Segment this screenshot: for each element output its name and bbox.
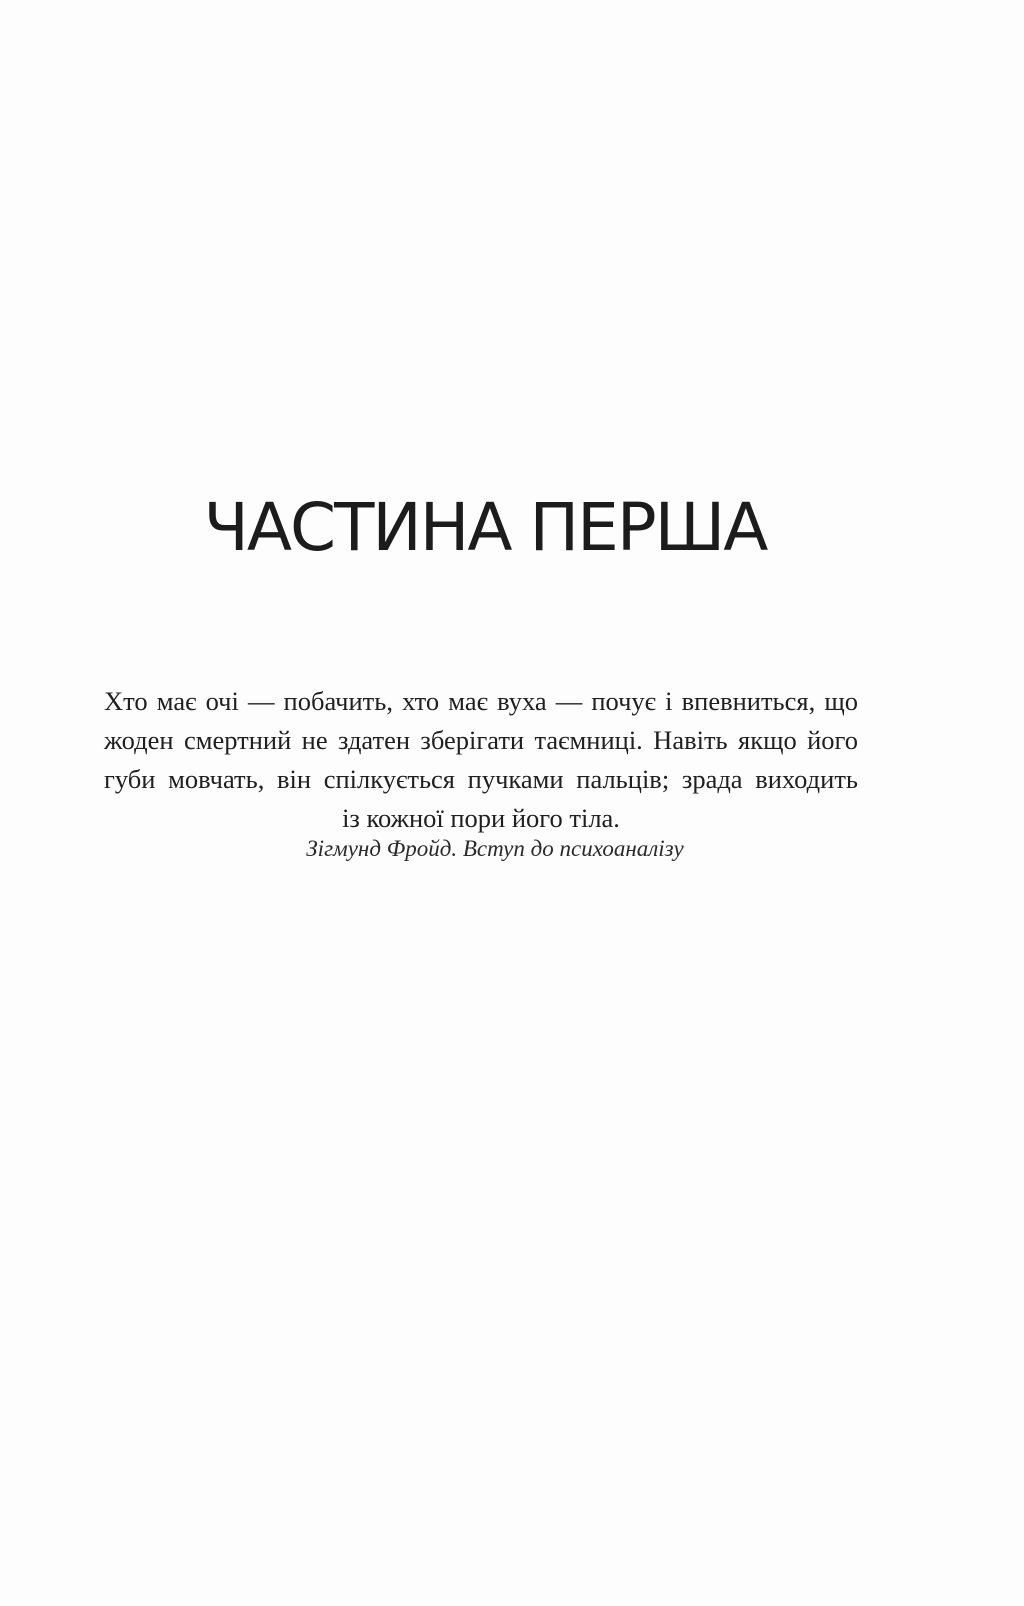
epigraph-line: губи мовчать, він спілкується пучками пальців; зрада виходить — [104, 764, 858, 794]
epigraph-line: жоден смертний не здатен зберігати таємниці. Навіть якщо його — [104, 725, 858, 755]
epigraph-quote — [104, 682, 858, 838]
epigraph — [104, 682, 858, 861]
epigraph-line: із кожної пори його тіла. — [342, 803, 620, 833]
epigraph-attribution: Зігмунд Фройд. Вступ до психоаналізу — [306, 836, 684, 861]
epigraph-line: Хто має очі — побачить, хто має вуха — почує і впевниться, що — [104, 686, 858, 716]
part-title: ЧАСТИНА ПЕРША — [203, 489, 767, 566]
